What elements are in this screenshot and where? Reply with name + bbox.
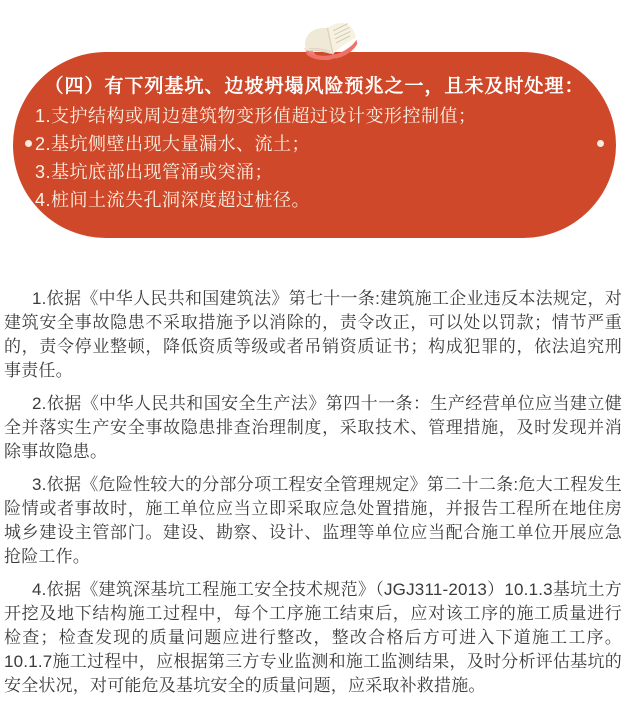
legal-basis-section	[0, 287, 630, 707]
legal-paragraph-2: 2.依据《中华人民共和国安全生产法》第四十一条：生产经营单位应当建立健全并落实生产安全事故隐患排查治理制度，采取技术、管理措施，及时发现并消除事故隐患。	[4, 394, 622, 461]
legal-paragraph-1: 1.依据《中华人民共和国建筑法》第七十一条:建筑施工企业违反本法规定，对建筑安全事故隐患不采取措施予以消除的，责令改正，可以处以罚款；情节严重的，责令停业整顿，降低资质等级或者吊销资质证书；构成犯罪的，依法追究刑事责任。	[4, 289, 622, 380]
risk-card-item: 2.基坑侧壁出现大量漏水、流土；	[35, 134, 311, 154]
legal-paragraph-3: 3.依据《危险性较大的分部分项工程安全管理规定》第二十二条:危大工程发生险情或者事故时，施工单位应当立即采取应急处置措施，并报告工程所在地住房城乡建设主管部门。建设、勘察、设计、监理等单位应当配合施工单位开展应急抢险工作。	[4, 475, 622, 566]
risk-card-title: （四）有下列基坑、边坡坍塌风险预兆之一，且未及时处理：	[44, 76, 585, 97]
legal-paragraph-4: 4.依据《建筑深基坑工程施工安全技术规范》（JGJ311-2013）10.1.3基坑土方开挖及地下结构施工过程中，每个工序施工结束后，应对该工序的施工质量进行检查；检查发现的质量问题应进行整改，整改合格后方可进入下道施工工序。10.1.7施工过程中，应根据第三方专业监测和施工监测结果，及时分析评估基坑的安全状况，对可能危及基坑安全的质量问题，应采取补救措施。	[4, 580, 622, 695]
risk-card-item-list	[35, 102, 616, 214]
risk-card-item: 1.支护结构或周边建筑物变形值超过设计变形控制值；	[35, 106, 477, 126]
risk-card-item: 3.基坑底部出现管涌或突涌；	[35, 162, 274, 182]
decorative-dot-left	[25, 140, 32, 147]
decorative-dot-right	[597, 140, 604, 147]
risk-warning-card	[13, 52, 616, 238]
risk-card-item: 4.桩间土流失孔洞深度超过桩径。	[35, 190, 311, 210]
